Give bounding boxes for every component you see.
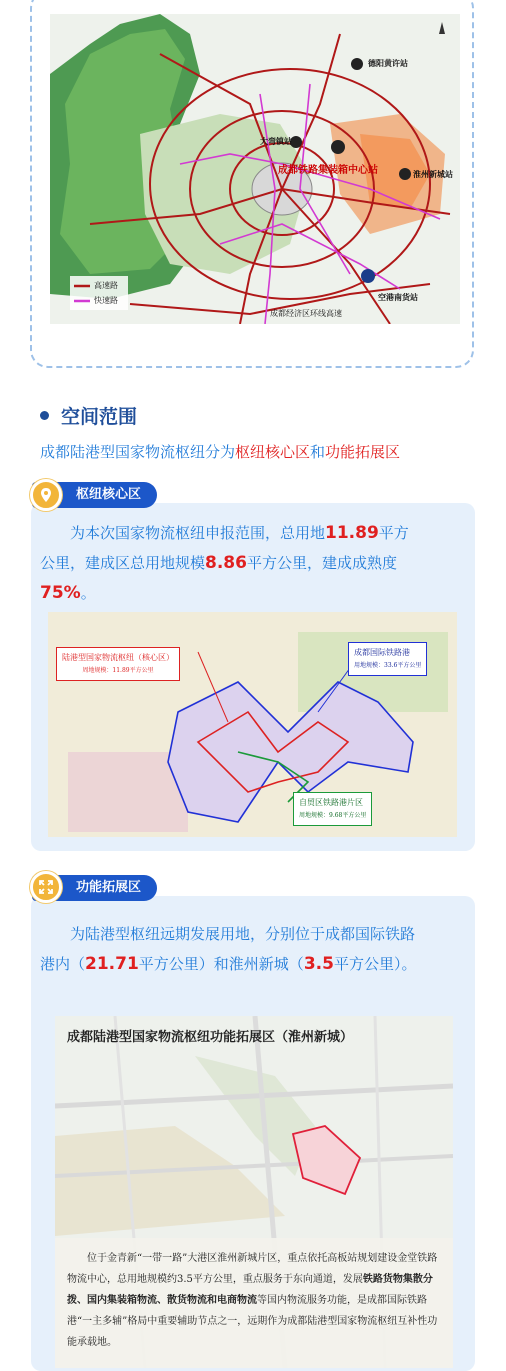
station-label: 成都铁路集装箱中心站 [278, 165, 378, 176]
chengdu-network-map [50, 14, 460, 324]
core-text: 为本次国家物流枢纽申报范围，总用地 [70, 524, 326, 542]
intro-text: 和 [310, 443, 326, 461]
core-area-value: 11.89 [325, 523, 379, 543]
built-area-value: 8.86 [205, 553, 247, 573]
expansion-text: 为陆港型枢纽远期发展用地，分别位于成都国际铁路港内（ [40, 925, 416, 973]
location-pin-icon [30, 479, 62, 511]
callout-title: 成都国际铁路港 [354, 648, 410, 657]
expansion-text: 平方公里）。 [333, 955, 417, 973]
expand-arrows-icon [30, 871, 62, 903]
expansion-map-title: 成都陆港型国家物流枢纽功能拓展区（淮州新城） [67, 1030, 354, 1045]
legend-expressway: 高速路 [94, 281, 118, 290]
caption-bold: 铁路货物集散分拨、国内集装箱物流、散货物流和电商物流 [67, 1274, 433, 1306]
station-label: 德阳黄许站 [368, 59, 408, 68]
intro-highlight-core: 枢纽核心区 [235, 443, 311, 461]
expansion-zone-description [40, 919, 420, 979]
expansion-zone-map [55, 1016, 453, 1368]
callout-sub: 周地规模：9.68平方公里 [299, 812, 367, 819]
legend-fastway: 快速路 [94, 296, 118, 305]
expansion-text: 平方公里）和淮州新城（ [138, 955, 304, 973]
station-label: 淮州新城站 [413, 170, 453, 179]
rail-port-callout [348, 642, 427, 676]
ftz-callout [293, 792, 372, 826]
core-text: 。 [80, 584, 96, 602]
intro-text: 成都陆港型国家物流枢纽分为 [40, 443, 236, 461]
core-text: 平方公里，建成成熟度 [246, 554, 397, 572]
station-label: 大弯镇站 [260, 137, 292, 146]
section-title: 空间范围 [61, 406, 138, 428]
section-intro [40, 441, 400, 462]
intro-highlight-expansion: 功能拓展区 [325, 443, 401, 461]
core-zone-callout [56, 647, 180, 681]
callout-sub: 用地规模：33.6平方公里 [354, 662, 422, 669]
callout-title: 自贸区铁路港片区 [299, 798, 363, 807]
section-heading [40, 402, 137, 429]
maturity-value: 75% [40, 583, 81, 603]
caption-text: 位于金青新“一带一路”大港区淮州新城片区，重点依托高板站规划建设金堂铁路物流中心，总用地规模约3.5平方公里，重点服务于东向通道，发展 [67, 1253, 438, 1285]
bullet-dot-icon [40, 411, 49, 420]
core-zone-map [48, 612, 457, 837]
huaizhou-area-value: 3.5 [303, 954, 334, 974]
caption-text: 等国内物流服务功能，是成都国际铁路港“一主多辅”格局中重要辅助节点之一，远期作为成都陆港型国家物流枢纽互补性功能承载地。 [67, 1295, 438, 1348]
expansion-zone-label: 功能拓展区 [76, 880, 142, 895]
core-zone-description [40, 518, 420, 608]
ring-road-label: 成都经济区环线高速 [270, 309, 342, 318]
core-text: 平方公里，建成区总用地规模 [40, 524, 409, 572]
rail-port-area-value: 21.71 [85, 954, 139, 974]
core-zone-label: 枢纽核心区 [76, 487, 142, 502]
expansion-map-caption [67, 1248, 447, 1353]
station-label: 空港南货站 [378, 293, 418, 302]
callout-sub: 周地规模：11.89平方公里 [82, 667, 154, 674]
map-card [30, 0, 474, 368]
callout-title: 陆港型国家物流枢纽（核心区） [62, 653, 174, 662]
